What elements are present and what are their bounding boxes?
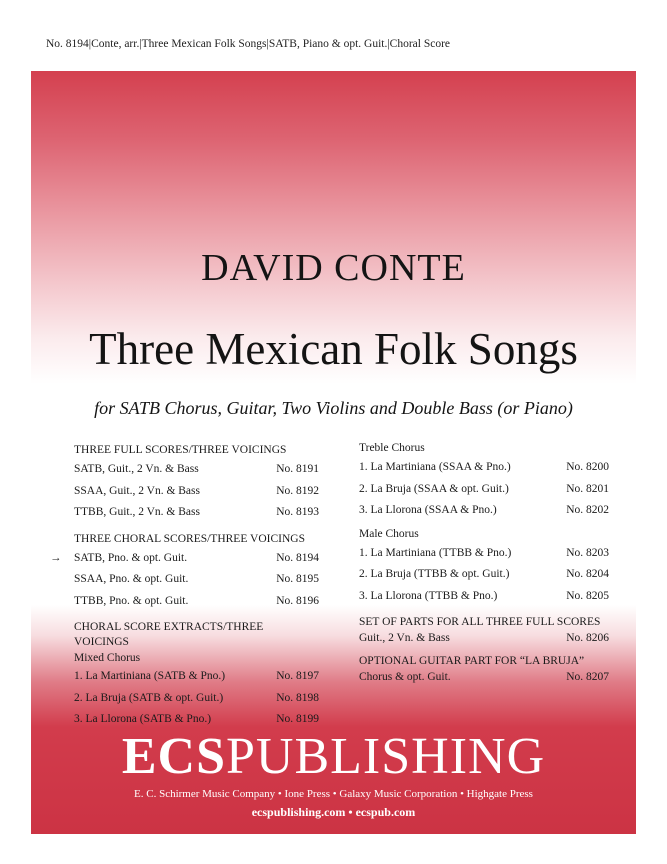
item-number: No. 8206	[566, 632, 609, 644]
section-heading-treble: Treble Chorus	[359, 442, 425, 454]
item-description: Chorus & opt. Guit.	[359, 671, 451, 683]
catalog-row-current	[50, 548, 319, 570]
catalog-row	[74, 569, 319, 591]
item-number: No. 8201	[566, 482, 609, 495]
section-heading-choral-scores: THREE CHORAL SCORES/THREE VOICINGS	[74, 532, 305, 545]
section-heading-guitar: OPTIONAL GUITAR PART FOR “LA BRUJA”	[359, 655, 585, 667]
item-description: 1. La Martiniana (SSAA & Pno.)	[359, 461, 511, 473]
item-number: No. 8191	[276, 463, 319, 475]
item-number: No. 8192	[276, 484, 319, 497]
item-number: No. 8204	[566, 568, 609, 580]
catalog-row	[359, 500, 609, 522]
item-description: SSAA, Pno. & opt. Guit.	[74, 573, 189, 585]
item-description: TTBB, Guit., 2 Vn. & Bass	[74, 506, 200, 518]
publisher-logo-ecs: ECS	[121, 728, 226, 785]
catalog-left-column	[50, 443, 319, 731]
item-number: No. 8196	[276, 594, 319, 607]
item-description: SATB, Pno. & opt. Guit.	[74, 551, 188, 564]
catalog-row	[359, 457, 609, 479]
item-description: 3. La Llorona (SSAA & Pno.)	[359, 504, 497, 516]
item-description: 2. La Bruja (SSAA & opt. Guit.)	[359, 482, 509, 495]
catalog-row	[359, 543, 609, 565]
item-number: No. 8199	[276, 713, 319, 725]
item-description: SSAA, Guit., 2 Vn. & Bass	[74, 484, 200, 497]
section-subheading-mixed: Mixed Chorus	[74, 652, 141, 664]
catalog-header-line: No. 8194|Conte, arr.|Three Mexican Folk Songs|SATB, Piano & opt. Guit.|Choral Score	[46, 38, 451, 50]
publisher-logo	[31, 728, 636, 785]
item-description: 2. La Bruja (SATB & opt. Guit.)	[74, 691, 224, 704]
item-description: SATB, Guit., 2 Vn. & Bass	[74, 463, 199, 475]
item-number: No. 8205	[566, 589, 609, 602]
item-number: No. 8200	[566, 461, 609, 473]
item-number: No. 8202	[566, 504, 609, 516]
item-number: No. 8198	[276, 691, 319, 704]
catalog-row	[74, 591, 319, 613]
item-description: 2. La Bruja (TTBB & opt. Guit.)	[359, 568, 510, 580]
catalog-row	[74, 459, 319, 481]
item-description: 3. La Llorona (SATB & Pno.)	[74, 713, 212, 725]
item-description: Guit., 2 Vn. & Bass	[359, 632, 450, 644]
item-description: 3. La Llorona (TTBB & Pno.)	[359, 589, 498, 602]
catalog-row	[74, 688, 319, 710]
section-heading-male: Male Chorus	[359, 527, 419, 540]
catalog-right-column	[359, 441, 609, 685]
publisher-websites: ecspublishing.com • ecspub.com	[251, 805, 416, 819]
item-number: No. 8207	[566, 671, 609, 683]
item-description: TTBB, Pno. & opt. Guit.	[74, 594, 189, 607]
catalog-row	[74, 666, 319, 688]
publisher-imprints: E. C. Schirmer Music Company • Ione Press • Galaxy Music Corporation • Highgate Press	[134, 788, 533, 800]
item-number: No. 8203	[566, 546, 609, 559]
catalog-row	[359, 564, 609, 586]
item-number: No. 8195	[276, 573, 319, 585]
publisher-logo-publishing: PUBLISHING	[226, 728, 546, 785]
composer-name: DAVID CONTE	[201, 247, 466, 289]
catalog-row	[359, 479, 609, 501]
item-number: No. 8194	[276, 551, 319, 564]
work-subtitle: for SATB Chorus, Guitar, Two Violins and Double Bass (or Piano)	[94, 398, 573, 418]
current-item-arrow-icon: →	[50, 551, 62, 564]
catalog-row	[74, 502, 319, 524]
catalog-row	[359, 670, 609, 685]
section-heading-full-scores: THREE FULL SCORES/THREE VOICINGS	[74, 444, 287, 456]
section-heading-parts: SET OF PARTS FOR ALL THREE FULL SCORES	[359, 616, 601, 628]
item-number: No. 8193	[276, 506, 319, 518]
section-heading-extracts: CHORAL SCORE EXTRACTS/THREE VOICINGS	[74, 621, 264, 648]
cover-page	[31, 71, 636, 834]
work-title: Three Mexican Folk Songs	[89, 324, 578, 374]
catalog-row	[359, 586, 609, 608]
item-description: 1. La Martiniana (TTBB & Pno.)	[359, 546, 512, 559]
catalog-row	[359, 631, 609, 646]
item-description: 1. La Martiniana (SATB & Pno.)	[74, 670, 226, 682]
item-number: No. 8197	[276, 670, 319, 682]
catalog-row	[74, 481, 319, 503]
